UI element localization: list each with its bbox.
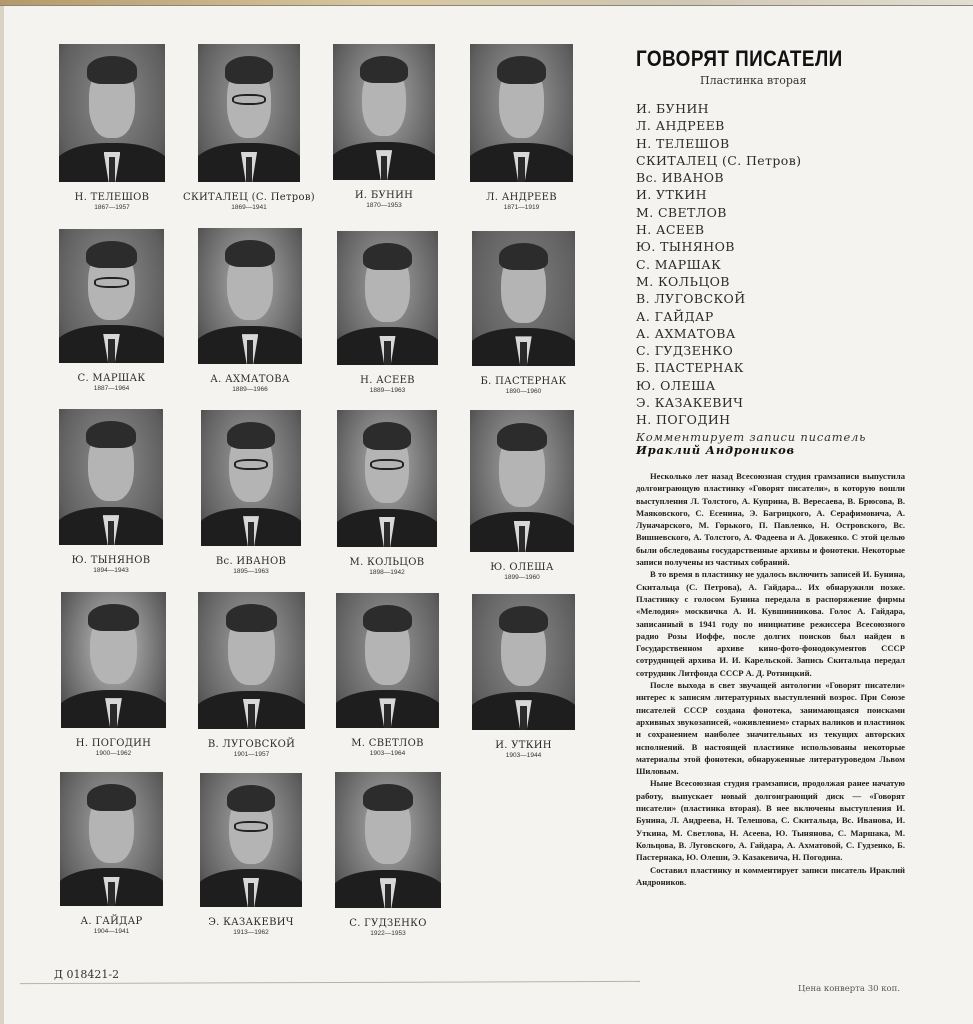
track-list-item: А. ГАЙДАР: [636, 308, 714, 324]
portrait-photo: [470, 410, 574, 552]
sleeve-left-edge: [0, 0, 4, 1024]
author-name: Э. КАЗАКЕВИЧ: [208, 917, 294, 928]
author-name: С. МАРШАК: [77, 373, 146, 384]
photo-tie: [246, 157, 252, 182]
portrait-photo: [60, 772, 163, 906]
glasses-icon: [234, 821, 269, 832]
author-name: Ю. ОЛЕША: [490, 562, 554, 573]
author-years: 1889—1963: [369, 387, 406, 394]
portrait-caption: [177, 739, 327, 758]
track-list-item: А. АХМАТОВА: [636, 325, 736, 341]
photo-hair: [86, 241, 136, 268]
track-list-item: Н. ТЕЛЕШОВ: [636, 135, 730, 151]
portrait-photo: [336, 593, 439, 728]
photo-hair: [87, 56, 138, 84]
author-name: Вс. ИВАНОВ: [215, 556, 287, 567]
portrait-photo: [59, 409, 163, 545]
author-years: 1913—1962: [233, 929, 269, 936]
photo-tie: [520, 706, 526, 730]
essay-paragraph: Составил пластинку и комментирует записи писатель Ираклий Андроников.: [636, 864, 905, 887]
catalog-rule: [20, 981, 640, 984]
photo-hair: [499, 243, 548, 270]
author-name: В. ЛУГОВСКОЙ: [207, 739, 296, 750]
track-list-item: И. УТКИН: [636, 187, 707, 203]
photo-tie: [109, 157, 115, 182]
glasses-icon: [234, 459, 268, 470]
photo-tie: [248, 883, 254, 907]
author-name: А. АХМАТОВА: [210, 374, 290, 385]
photo-hair: [227, 422, 275, 449]
author-years: 1894—1943: [93, 567, 129, 574]
track-list-item: Ю. ТЫНЯНОВ: [636, 239, 735, 255]
author-name: Ю. ТЫНЯНОВ: [71, 555, 151, 566]
photo-tie: [108, 521, 114, 545]
portrait-photo: [472, 594, 575, 730]
essay-paragraph: После выхода в свет звучащей антологии «Говорят писатели» интерес к записям литературных выступлений возрос. При Союзе писателей СССР создана фонотека, занимающаяся поисками архивных звукозаписей, «оживлением» старых валиков и пластинок и сохранением наиболее значительных из текущих авторских исполнений. В настоящей пластинке использованы некоторые материалы этой фонотеки, обнаруженные литературоведом Львом Шиловым.: [636, 680, 905, 777]
photo-tie: [108, 339, 114, 363]
photo-tie: [384, 704, 390, 728]
track-list-item: Ю. ОЛЕША: [636, 377, 716, 393]
portrait-caption: [449, 740, 599, 759]
author-name: Н. АСЕЕВ: [360, 375, 415, 386]
author-years: 1887—1964: [93, 385, 130, 392]
photo-hair: [499, 606, 548, 633]
photo-tie: [248, 704, 254, 729]
photo-hair: [86, 421, 136, 448]
essay-paragraph: Несколько лет назад Всесоюзная студия грамзаписи выпустила долгоиграющую пластинку «Говорят писатели», в которую вошли выступления Л. Толстого, А. Куприна, В. Вересаева, В. Брюсова, В. Маяковского, С. Есенина, Э. Багрицкого, А. Серафимовича, А. Луначарского, М. Горького, П. Павленко, Н. Островского, Вс. Вишневского, А. Толстого, А. Фадеева и А. Довженко. С этой целью были обследованы государственные архивы и фонотеки. Некоторые записи получены из частных собраний.: [636, 471, 905, 568]
portrait-caption: [176, 556, 326, 575]
photo-hair: [497, 423, 547, 451]
portrait-photo: [201, 410, 301, 546]
portrait-photo: [61, 592, 166, 728]
portrait-caption: [174, 192, 324, 211]
author-years: 1903—1944: [505, 752, 542, 759]
track-list-item: Н. ПОГОДИН: [636, 412, 731, 428]
author-name: Л. АНДРЕЕВ: [486, 192, 557, 203]
portrait-photo: [59, 229, 164, 363]
portrait-caption: [313, 375, 463, 394]
author-name: Б. ПАСТЕРНАК: [480, 376, 567, 387]
author-years: 1889—1966: [232, 386, 268, 393]
track-list-item: С. ГУДЗЕНКО: [636, 343, 734, 359]
track-list-item: М. СВЕТЛОВ: [636, 204, 727, 220]
portrait-caption: [39, 738, 189, 757]
track-list-item: Б. ПАСТЕРНАК: [636, 360, 744, 376]
portrait-photo: [335, 772, 441, 908]
portrait-photo: [470, 44, 573, 182]
photo-hair: [227, 785, 276, 812]
liner-notes: [636, 470, 905, 888]
portrait-photo: [337, 231, 438, 365]
author-years: 1871—1919: [503, 204, 540, 211]
photo-tie: [519, 526, 525, 552]
portrait-photo: [59, 44, 165, 182]
track-list-item: С. МАРШАК: [636, 256, 722, 272]
photo-tie: [247, 340, 253, 364]
album-subtitle: Пластинка вторая: [700, 74, 807, 87]
portrait-photo: [200, 773, 302, 907]
portrait-caption: [176, 917, 326, 936]
author-name: М. КОЛЬЦОВ: [349, 557, 425, 568]
portrait-photo: [472, 231, 575, 366]
photo-hair: [363, 784, 414, 811]
photo-hair: [363, 243, 411, 270]
author-years: 1899—1960: [504, 574, 540, 581]
author-years: 1867—1957: [94, 204, 130, 211]
sleeve-top-line: [0, 5, 973, 6]
author-years: 1900—1962: [95, 750, 132, 757]
glasses-icon: [94, 277, 130, 288]
photo-tie: [110, 704, 116, 728]
portrait-caption: [447, 192, 597, 211]
photo-hair: [87, 784, 136, 811]
portrait-caption: [36, 555, 186, 574]
glasses-icon: [232, 94, 267, 105]
photo-tie: [384, 522, 390, 547]
author-name: Н. ПОГОДИН: [75, 738, 152, 749]
author-name: А. ГАЙДАР: [80, 916, 143, 927]
commentator-name: Ираклий Андроников: [636, 443, 795, 457]
photo-tie: [520, 342, 526, 366]
portrait-photo: [333, 44, 435, 180]
photo-tie: [381, 156, 387, 180]
portrait-caption: [313, 918, 463, 937]
author-name: М. СВЕТЛОВ: [351, 738, 424, 749]
commentary-label: Комментирует записи писатель: [636, 430, 867, 444]
portrait-caption: [312, 557, 462, 576]
portrait-photo: [198, 44, 300, 182]
author-name: И. БУНИН: [354, 190, 414, 201]
track-list-item: В. ЛУГОВСКОЙ: [636, 291, 746, 307]
catalog-number: Д 018421-2: [54, 968, 120, 981]
photo-hair: [225, 240, 275, 267]
author-years: 1869—1941: [231, 204, 267, 211]
photo-tie: [108, 882, 114, 906]
photo-hair: [88, 604, 138, 631]
track-list-item: И. БУНИН: [636, 101, 709, 116]
photo-tie: [384, 341, 390, 365]
portrait-caption: [37, 373, 187, 392]
photo-hair: [360, 56, 409, 83]
album-title: ГОВОРЯТ ПИСАТЕЛИ: [636, 46, 843, 71]
track-list-item: Л. АНДРЕЕВ: [636, 118, 725, 134]
photo-hair: [226, 604, 277, 631]
author-years: 1904—1941: [93, 928, 130, 935]
portrait-caption: [449, 376, 599, 395]
essay-paragraph: В то время в пластинку не удалось включить записей И. Бунина, Скитальца (С. Петрова), А. Гайдара... Их обнаружили позже. Пластинку с голосом Бунина передала в распоряжение фирмы «Мелодия» москвичка А. И. Кувшинникова. Голос А. Гайдара, записанный в 1941 году по инициативе режиссера Всесоюзного радио Розы Иоффе, после долгих поисков был найден в Государственном архиве кино-фото-фонодокументов СССР сотрудницей архива И. И. Карельской. Запись Скитальца передал сотрудник Литфонда СССР А. Д. Ротницкий.: [636, 569, 905, 678]
track-list-item: Н. АСЕЕВ: [636, 222, 705, 238]
track-list-item: Э. КАЗАКЕВИЧ: [636, 395, 744, 411]
track-list-item: Вс. ИВАНОВ: [636, 170, 725, 186]
essay-paragraph: Ныне Всесоюзная студия грамзаписи, продолжая ранее начатую работу, выпускает новый долгоиграющий диск — «Говорят писатели» (пластинка вторая). В нее включены выступления И. Бунина, Л. Андреева, Н. Телешова, С. Скитальца, Вс. Иванова, И. Уткина, М. Светлова, Н. Асеева, Ю. Тынянова, С. Маршака, М. Кольцова, В. Луговского, А. Гайдара, А. Ахматовой, С. Гудзенко, Б. Пастернака, Ю. Олеши, Э. Казакевича, Н. Погодина.: [636, 778, 905, 863]
author-years: 1922—1953: [370, 930, 406, 937]
portrait-caption: [309, 190, 459, 209]
photo-tie: [248, 522, 254, 546]
track-list: [636, 100, 801, 429]
portrait-caption: [175, 374, 325, 393]
track-list-item: М. КОЛЬЦОВ: [636, 273, 730, 289]
photo-hair: [363, 605, 412, 632]
portrait-photo: [198, 592, 305, 729]
photo-tie: [518, 157, 524, 182]
portrait-caption: [313, 738, 463, 757]
author-years: 1895—1963: [233, 568, 269, 575]
price-note: Цена конверта 30 коп.: [798, 984, 901, 994]
photo-hair: [497, 56, 546, 84]
author-name: СКИТАЛЕЦ (С. Петров): [183, 192, 315, 203]
author-years: 1901—1957: [233, 751, 270, 758]
author-name: И. УТКИН: [495, 740, 552, 751]
author-name: Н. ТЕЛЕШОВ: [74, 192, 150, 203]
author-name: С. ГУДЗЕНКО: [349, 918, 427, 929]
author-years: 1870—1953: [366, 202, 402, 209]
author-years: 1890—1960: [505, 388, 542, 395]
portrait-photo: [337, 410, 437, 547]
photo-hair: [363, 422, 411, 449]
author-years: 1898—1942: [369, 569, 405, 576]
portrait-photo: [198, 228, 302, 364]
author-years: 1903—1964: [369, 750, 406, 757]
portrait-caption: [37, 916, 187, 935]
glasses-icon: [370, 459, 404, 470]
track-list-item: СКИТАЛЕЦ (С. Петров): [636, 152, 802, 168]
photo-tie: [385, 884, 391, 908]
portrait-caption: [37, 192, 187, 211]
photo-hair: [225, 56, 274, 84]
portrait-caption: [447, 562, 597, 581]
